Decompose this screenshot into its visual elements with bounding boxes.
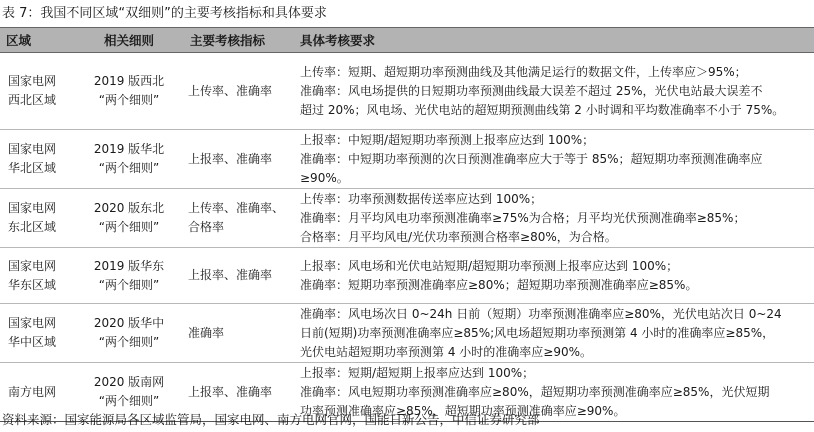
region-cell (0, 248, 84, 304)
region-cell (0, 189, 84, 248)
table-body (0, 53, 814, 422)
requirements-cell (294, 189, 814, 248)
requirements-cell (294, 130, 814, 189)
region-cell (0, 130, 84, 189)
rule-cell-line: “两个细则” (98, 277, 160, 292)
table-row (0, 189, 814, 248)
table-row (0, 130, 814, 189)
metric-cell-line: 准确率 (188, 325, 225, 340)
rule-cell (84, 53, 184, 130)
table-row (0, 304, 814, 363)
requirements-cell-line: 上报率：短期/超短期上报率应达到 100%； (300, 365, 535, 380)
rule-cell-line: 2020 版南网 (93, 375, 165, 389)
region-cell-line: 国家电网 (8, 201, 57, 215)
metric-cell-line: 上传率、准确率、 (188, 201, 285, 215)
table-row (0, 53, 814, 130)
metric-cell-line: 上传率、准确率 (188, 83, 273, 98)
metric-cell (184, 53, 294, 130)
metric-cell (184, 248, 294, 304)
source-note: 资料来源：国家能源局各区域监管局，国家电网、南方电网官网，国能日新公告，中信证券研究部 (2, 412, 540, 427)
requirements-cell-line: 上传率：短期、超短期功率预测曲线及其他满足运行的数据文件，上传率应＞95%； (300, 64, 747, 79)
metric-cell (184, 304, 294, 363)
rule-cell-line: “两个细则” (98, 93, 160, 107)
requirements-cell-line: 准确率：风电场次日 0~24h 日前（短期）功率预测准确率应≥80%，光伏电站次日 0~24 (300, 306, 782, 321)
header-metric: 主要考核指标 (184, 28, 294, 53)
requirements-cell-line: 超过 20%；风电场、光伏电站的超短期预测曲线第 2 小时调和平均数准确率不小于 75%。 (300, 102, 785, 117)
requirements-cell-line: 准确率：中短期功率预测的次日预测准确率应大于等于 85%；超短期功率预测准确率应 (300, 151, 763, 166)
requirements-cell-line: 准确率：短期功率预测准确率应≥80%；超短期功率预测准确率应≥85%。 (300, 277, 698, 292)
rule-cell-line: 2019 版华东 (93, 258, 165, 273)
rule-cell-line: “两个细则” (98, 161, 160, 175)
requirements-cell-line: 上报率：风电场和光伏电站短期/超短期功率预测上报率应达到 100%； (300, 258, 679, 273)
metric-cell-line: 上报率、准确率 (188, 268, 273, 282)
header-rule: 相关细则 (84, 28, 184, 53)
region-cell-line: 国家电网 (8, 258, 57, 273)
region-cell-line: 华东区域 (8, 277, 57, 292)
region-cell (0, 53, 84, 130)
rule-cell-line: “两个细则” (98, 220, 160, 234)
requirements-cell-line: 上传率：功率预测数据传送率应达到 100%； (300, 191, 543, 206)
assessment-table (0, 27, 814, 422)
requirements-cell-line: 准确率：风电短期功率预测准确率应≥80%，超短期功率预测准确率应≥85%，光伏短期 (300, 384, 770, 399)
header-row (0, 28, 814, 53)
rule-cell-line: 2019 版西北 (93, 74, 165, 88)
rule-cell-line: 2020 版东北 (93, 201, 165, 215)
region-cell-line: 国家电网 (8, 142, 57, 156)
requirements-cell (294, 248, 814, 304)
rule-cell (84, 130, 184, 189)
rule-cell-line: 2020 版华中 (93, 316, 165, 330)
rule-cell-line: 2019 版华北 (93, 142, 165, 156)
rule-cell (84, 304, 184, 363)
metric-cell (184, 130, 294, 189)
region-cell-line: 西北区域 (8, 93, 57, 107)
requirements-cell-line: 准确率：月平均风电功率预测准确率≥75%为合格；月平均光伏预测准确率≥85%； (300, 210, 746, 225)
table-caption: 表 7：我国不同区域“双细则”的主要考核指标和具体要求 (2, 6, 327, 21)
region-cell-line: 东北区域 (8, 220, 57, 234)
rule-cell (84, 189, 184, 248)
header-region: 区域 (0, 28, 84, 53)
requirements-cell-line: 上报率：中短期/超短期功率预测上报率应达到 100%； (300, 132, 595, 147)
rule-cell (84, 248, 184, 304)
table-header (0, 28, 814, 53)
metric-cell-line: 上报率、准确率 (188, 151, 273, 166)
requirements-cell-line: 光伏电站超短期功率预测第 4 小时的准确率应≥90%。 (300, 344, 592, 359)
requirements-cell (294, 304, 814, 363)
metric-cell (184, 189, 294, 248)
requirements-cell (294, 53, 814, 130)
rule-cell-line: “两个细则” (98, 394, 160, 408)
region-cell-line: 南方电网 (8, 384, 57, 399)
requirements-cell-line: 日前(短期)功率预测准确率应≥85%;风电场超短期功率预测第 4 小时的准确率应≥85%， (300, 325, 775, 340)
requirements-cell-line: 功率预测准确率应≥85%，超短期功率预测准确率应≥90%。 (300, 403, 626, 418)
rule-cell-line: “两个细则” (98, 335, 160, 349)
metric-cell-line: 上报率、准确率 (188, 384, 273, 399)
requirements-cell-line: 合格率：月平均风电/光伏功率预测合格率≥80%，为合格。 (300, 229, 617, 244)
region-cell-line: 国家电网 (8, 74, 57, 88)
requirements-cell-line: ≥90%。 (300, 170, 349, 185)
requirements-cell-line: 准确率：风电场提供的日短期功率预测曲线最大误差不超过 25%，光伏电站最大误差不 (300, 83, 763, 98)
table-row (0, 248, 814, 304)
header-requirements: 具体考核要求 (294, 28, 814, 53)
region-cell-line: 华北区域 (8, 161, 57, 175)
region-cell (0, 304, 84, 363)
region-cell-line: 华中区域 (8, 335, 57, 349)
metric-cell-line: 合格率 (188, 220, 225, 234)
region-cell-line: 国家电网 (8, 316, 57, 330)
